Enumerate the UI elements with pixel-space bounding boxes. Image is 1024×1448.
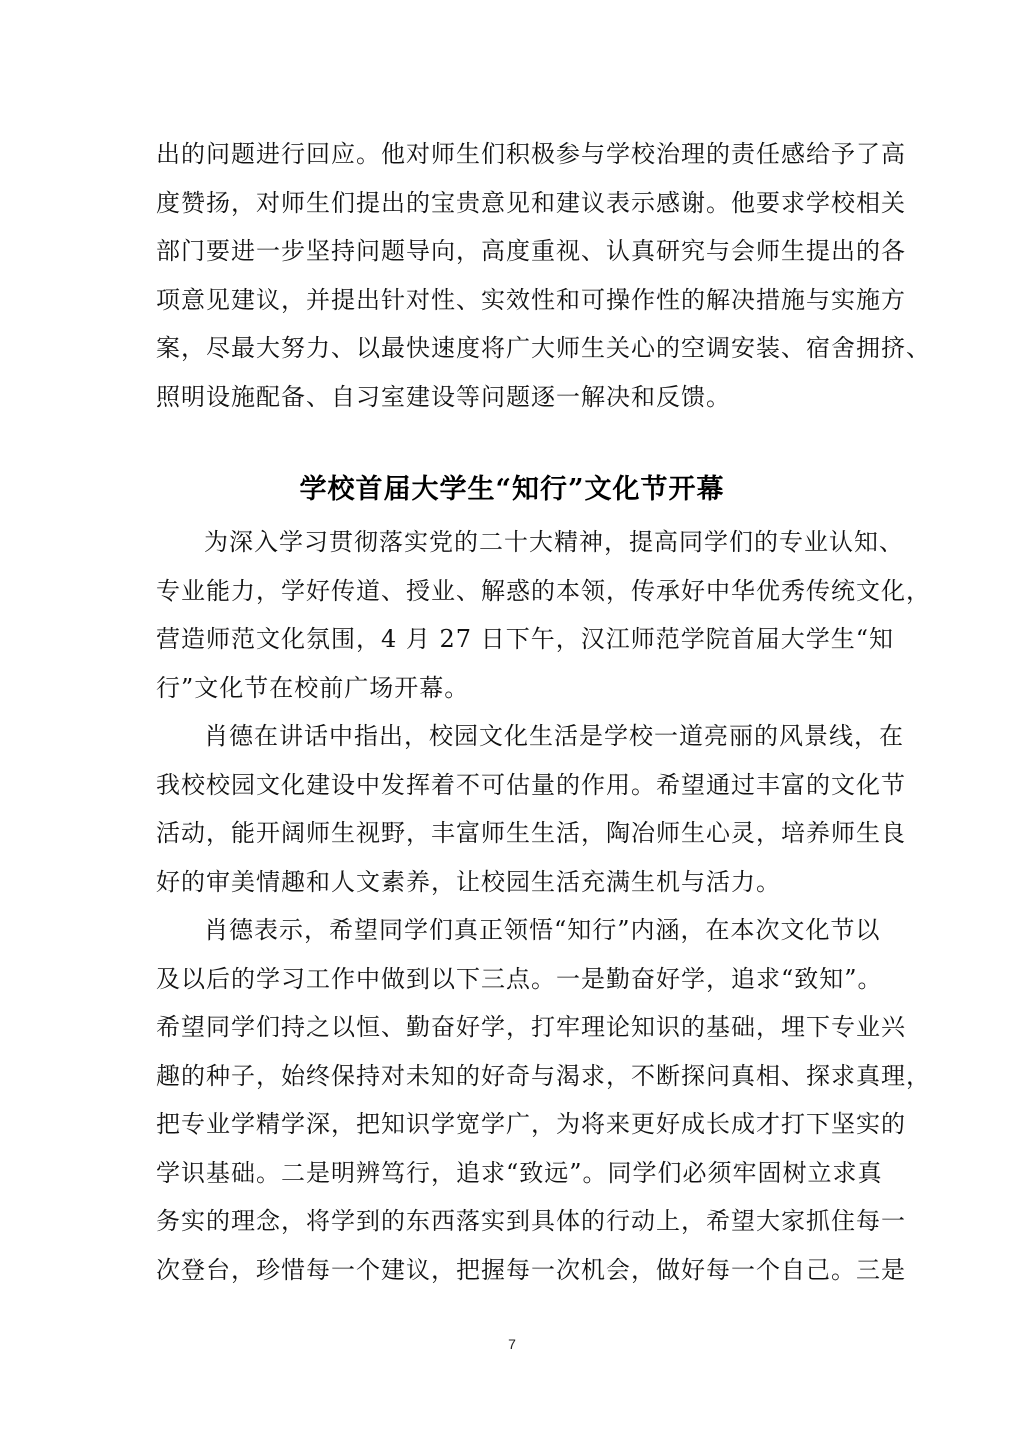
text-line: 部门要进一步坚持问题导向，高度重视、认真研究与会师生提出的各 bbox=[156, 237, 906, 265]
text-line: 学识基础。二是明辨笃行，追求“致远”。同学们必须牢固树立求真 bbox=[156, 1158, 883, 1187]
text-line: 行”文化节在校前广场开幕。 bbox=[156, 673, 470, 702]
intro-paragraph bbox=[156, 130, 931, 421]
text-line: 案，尽最大努力、以最快速度将广大师生关心的空调安装、宿舍拥挤、 bbox=[156, 334, 931, 362]
text-line: 营造师范文化氛围，4 月 27 日下午，汉江师范学院首届大学生“知 bbox=[156, 625, 894, 653]
text-line: 度赞扬，对师生们提出的宝贵意见和建议表示感谢。他要求学校相关 bbox=[156, 188, 906, 217]
text-line: 肖德表示，希望同学们真正领悟“知行”内涵，在本次文化节以 bbox=[204, 916, 881, 944]
text-line: 出的问题进行回应。他对师生们积极参与学校治理的责任感给予了高 bbox=[156, 140, 906, 168]
text-line: 好的审美情趣和人文素养，让校园生活充满生机与活力。 bbox=[156, 867, 781, 896]
text-line: 活动，能开阔师生视野，丰富师生生活，陶冶师生心灵，培养师生良 bbox=[156, 819, 906, 847]
text-line: 及以后的学习工作中做到以下三点。一是勤奋好学，追求“致知”。 bbox=[156, 964, 883, 993]
text-line: 次登台，珍惜每一个建议，把握每一次机会，做好每一个自己。三是 bbox=[156, 1255, 906, 1284]
text-line: 肖德在讲话中指出，校园文化生活是学校一道亮丽的风景线，在 bbox=[204, 722, 904, 750]
text-line: 照明设施配备、自习室建设等问题逐一解决和反馈。 bbox=[156, 382, 731, 411]
text-line: 项意见建议，并提出针对性、实效性和可操作性的解决措施与实施方 bbox=[156, 285, 906, 314]
paragraph-speech bbox=[156, 712, 906, 906]
article-title: 学校首届大学生“知行”文化节开幕 bbox=[299, 474, 725, 505]
paragraph-opening bbox=[156, 518, 931, 712]
text-line: 把专业学精学深，把知识学宽学广，为将来更好成长成才打下坚实的 bbox=[156, 1110, 906, 1138]
text-line: 希望同学们持之以恒、勤奋好学，打牢理论知识的基础，埋下专业兴 bbox=[156, 1013, 906, 1041]
text-line: 我校校园文化建设中发挥着不可估量的作用。希望通过丰富的文化节 bbox=[156, 770, 906, 799]
paragraph-expectations bbox=[156, 906, 931, 1294]
text-line: 务实的理念，将学到的东西落实到具体的行动上，希望大家抓住每一 bbox=[156, 1207, 906, 1235]
article-body bbox=[156, 518, 931, 1294]
page-number: 7 bbox=[508, 1336, 516, 1352]
text-line: 专业能力，学好传道、授业、解惑的本领，传承好中华优秀传统文化， bbox=[156, 576, 931, 605]
text-line: 为深入学习贯彻落实党的二十大精神，提高同学们的专业认知、 bbox=[204, 528, 904, 556]
text-line: 趣的种子，始终保持对未知的好奇与渴求，不断探问真相、探求真理， bbox=[156, 1061, 931, 1090]
